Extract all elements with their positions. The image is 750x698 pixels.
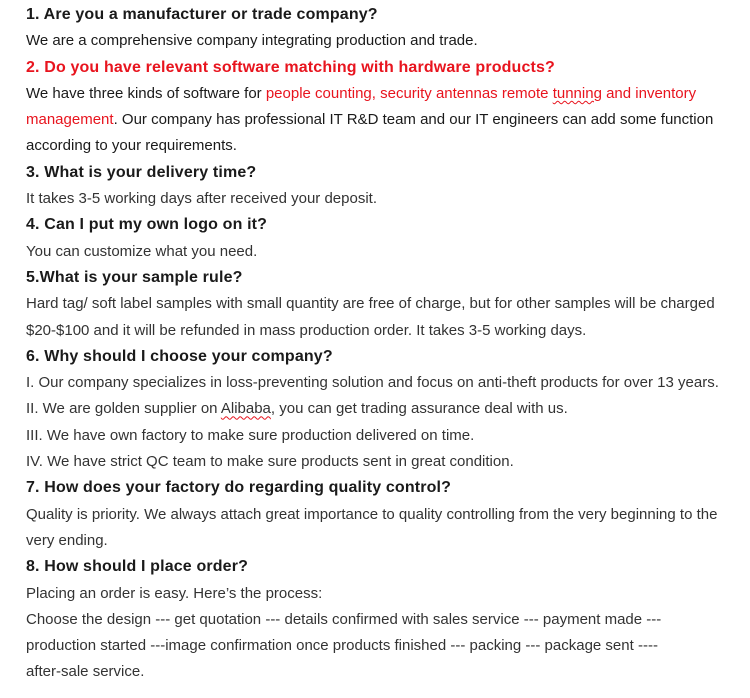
answer-6-item-2-text: II. We are golden supplier on bbox=[26, 400, 221, 418]
answer-3: It takes 3-5 working days after received your deposit. bbox=[26, 190, 378, 208]
question-4: 4. Can I put my own logo on it? bbox=[26, 216, 268, 234]
answer-2-text-continued: . Our company has professional IT R&D team and our IT engineers can add some function bbox=[113, 111, 714, 129]
answer-4: You can customize what you need. bbox=[26, 242, 258, 260]
question-1: 1. Are you a manufacturer or trade company? bbox=[26, 6, 378, 23]
answer-6-item-2 bbox=[26, 396, 746, 422]
question-3: 3. What is your delivery time? bbox=[26, 163, 257, 181]
answer-6-item-1: I. Our company specializes in loss-preventing solution and focus on anti-theft products for over 13 years. bbox=[26, 374, 719, 392]
answer-7-line-1: Quality is priority. We always attach great importance to quality controlling from the very beginning to the bbox=[26, 505, 718, 523]
question-2: 2. Do you have relevant software matching with hardware products? bbox=[26, 58, 555, 76]
question-8: 8. How should I place order? bbox=[26, 558, 249, 576]
answer-2-highlight-management: management bbox=[26, 111, 114, 129]
answer-2-highlight-end: and inventory bbox=[601, 84, 697, 102]
answer-5-line-1: Hard tag/ soft label samples with small quantity are free of charge, but for other samples will be charged bbox=[26, 295, 715, 313]
answer-2-line-1 bbox=[26, 81, 746, 107]
answer-6-spellcheck-word: Alibaba bbox=[220, 400, 271, 418]
answer-2-line-3: according to your requirements. bbox=[26, 137, 237, 155]
answer-2-line-2 bbox=[26, 107, 746, 133]
answer-6-item-2-text-end: , you can get trading assurance deal with us. bbox=[270, 400, 568, 418]
answer-2-highlight: people counting, security antennas remote bbox=[265, 84, 553, 102]
answer-6-item-4: IV. We have strict QC team to make sure products sent in great condition. bbox=[26, 453, 514, 471]
answer-5-line-2: $20-$100 and it will be refunded in mass production order. It takes 3-5 working days. bbox=[26, 321, 587, 339]
question-6: 6. Why should I choose your company? bbox=[26, 347, 333, 365]
answer-8-line-4: after-sale service. bbox=[26, 663, 145, 681]
answer-7-line-2: very ending. bbox=[26, 531, 108, 549]
answer-2-text: We have three kinds of software for bbox=[26, 84, 266, 102]
question-5: 5.What is your sample rule? bbox=[26, 268, 243, 286]
answer-8-line-1: Placing an order is easy. Here’s the process: bbox=[26, 584, 323, 602]
question-7: 7. How does your factory do regarding quality control? bbox=[26, 479, 452, 497]
faq-document bbox=[26, 2, 746, 686]
answer-1: We are a comprehensive company integrating production and trade. bbox=[26, 32, 478, 50]
answer-8-line-3: production started ---image confirmation once products finished --- packing --- package sent ---- bbox=[26, 637, 658, 655]
answer-6-item-3: III. We have own factory to make sure production delivered on time. bbox=[26, 426, 475, 444]
answer-8-line-2: Choose the design --- get quotation --- details confirmed with sales service --- payment made --- bbox=[26, 610, 662, 628]
answer-2-spellcheck-word: tunning bbox=[552, 84, 602, 102]
